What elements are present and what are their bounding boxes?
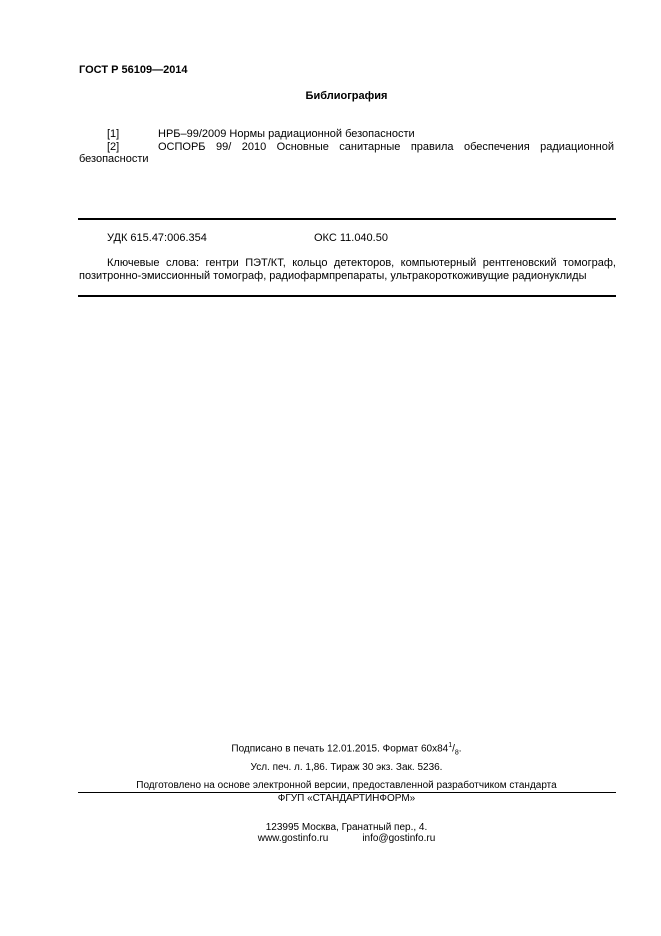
bibliography-title: Библиография [305,90,388,102]
udk-code: УДК 615.47:006.354 [107,232,207,244]
keywords-line-2: позитронно-эмиссионный томограф, радиофармпрепараты, ультракороткоживущие радионуклиды [79,270,587,282]
signed-suffix: . [458,743,462,755]
print-info: Усл. печ. л. 1,86. Тираж 30 экз. Зак. 5236. [250,762,443,773]
email-link[interactable]: info@gostinfo.ru [362,833,436,844]
bibliography-item-text: НРБ–99/2009 Нормы радиационной безопасности [158,128,415,140]
document-code: ГОСТ Р 56109—2014 [79,64,188,76]
publisher-contacts [0,833,661,844]
publisher-name: ФГУП «СТАНДАРТИНФОРМ» [277,793,416,804]
prepared-note: Подготовлено на основе электронной версии, предоставленной разработчиком стандарта [136,780,557,791]
website-link[interactable]: www.gostinfo.ru [257,833,329,844]
format-fraction-numerator: 1 [448,742,453,749]
bibliography-item-number: [2] [107,141,120,153]
oks-code: ОКС 11.040.50 [314,232,388,244]
format-fraction-denominator: 8 [454,749,459,757]
keywords-line-1: Ключевые слова: гентри ПЭТ/КТ, кольцо детекторов, компьютерный рентгеновский томограф, [107,257,616,269]
publisher-address: 123995 Москва, Гранатный пер., 4. [265,822,428,833]
divider-middle [78,295,616,297]
signed-text: Подписано в печать 12.01.2015. Формат 60х84 [231,743,449,755]
signed-for-print: Подписано в печать 12.01.2015. Формат $60х84^1/_8$. [231,742,462,757]
bibliography-item-number: [1] [107,128,120,140]
bibliography-item-text: ОСПОРБ 99/ 2010 Основные санитарные правила обеспечения радиационной [158,141,614,153]
bibliography-item-text-continuation: безопасности [79,153,149,165]
divider-top [78,218,616,220]
